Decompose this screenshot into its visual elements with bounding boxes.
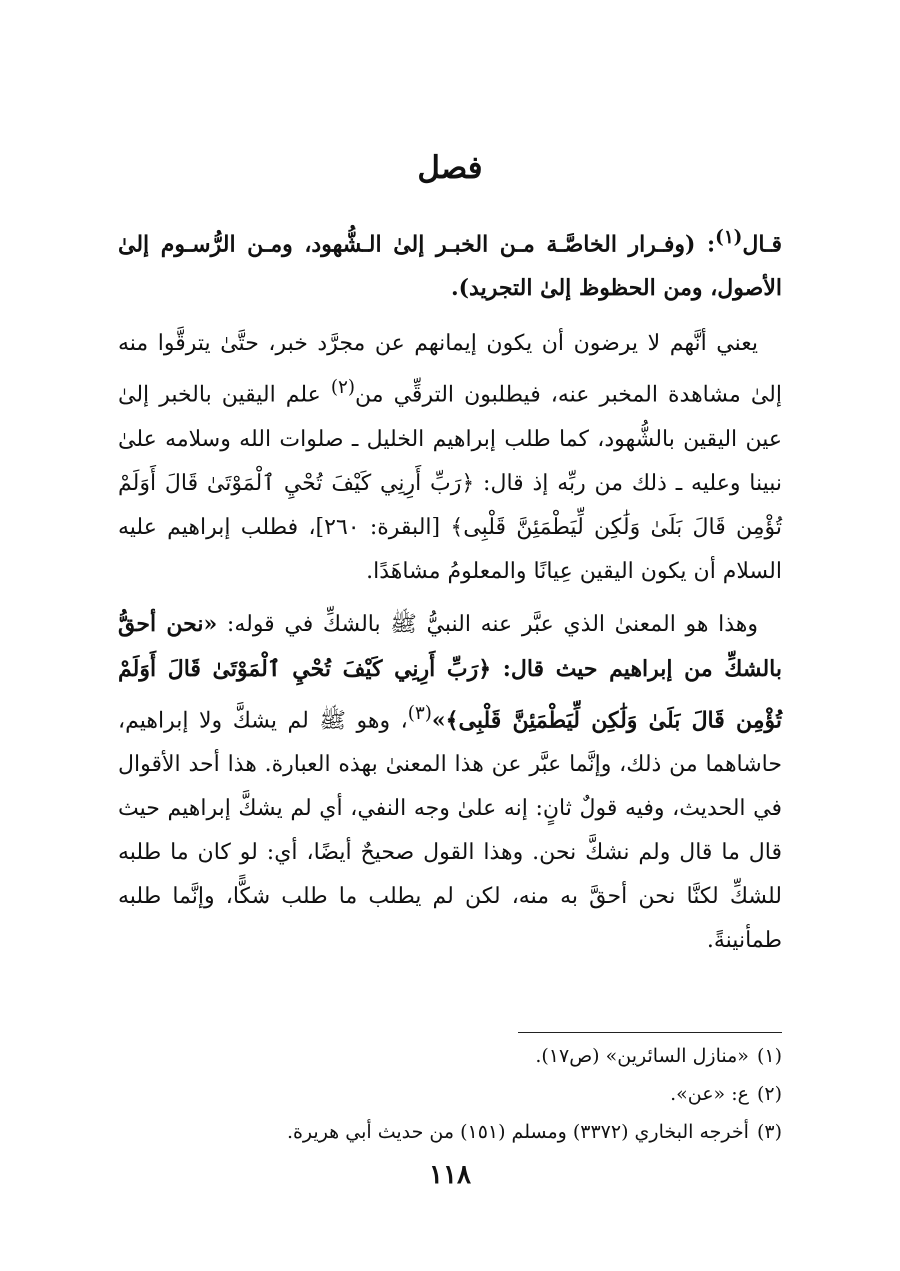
paragraph-1: [118, 322, 782, 593]
footnote-divider: [518, 1032, 782, 1033]
footnote-ref-3: (٣): [407, 702, 432, 724]
footnote-3: [118, 1113, 782, 1151]
footnote-ref-2: (٢): [330, 377, 356, 399]
hadith-quote: «نحن أحقُّ بالشكِّ من إبراهيم حيث قال: ﴿رَبِّ أَرِنِي كَيْفَ تُحْيِ ٱلْمَوْتَىٰ قَالَ أَوَلَمْ تُؤْمِن قَالَ بَلَىٰ وَلَٰكِن لِّيَطْمَئِنَّ قَلْبِى﴾»: [118, 610, 782, 733]
section-title: فصل: [417, 150, 483, 186]
paragraph-1-text-a: يعني أنَّهم لا يرضون أن يكون إيمانهم عن مجرَّد خبر، حتَّىٰ يترقَّوا منه إلىٰ مشاهدة المخبر عنه، فيطلبون الترقِّي من: [118, 331, 782, 408]
paragraph-1-text-b: علم اليقين بالخبر إلىٰ عين اليقين بالشُّهود، كما طلب إبراهيم الخليل ـ صلوات الله وسلامه علىٰ نبينا وعليه ـ ذلك من ربِّه إذ قال: ﴿رَبِّ أَرِنِي كَيْفَ تُحْيِ ٱلْمَوْتَىٰ قَالَ أَوَلَمْ تُؤْمِن قَالَ بَلَىٰ وَلَٰكِن لِّيَطْمَئِنَّ قَلْبِى﴾ [البقرة: ٢٦٠]، فطلب إبراهيم عليه السلام أن يكون اليقين عِيانًا والمعلومُ مشاهَدًا.: [118, 382, 783, 584]
paragraph-2: [118, 602, 782, 963]
lead-paragraph: [118, 216, 782, 310]
footnote-number: (٣): [756, 1121, 782, 1143]
footnote-number: (١): [756, 1045, 782, 1067]
paragraph-2-text-a: وهذا هو المعنىٰ الذي عبَّر عنه النبيُّ ﷺ بالشكِّ في قوله:: [217, 611, 759, 637]
main-text: [118, 216, 782, 971]
footnotes: [118, 1032, 782, 1151]
lead-speaker: قـال: [742, 231, 782, 258]
footnote-text: «منازل السائرين» (ص١٧).: [535, 1045, 749, 1067]
paragraph-2-text-b: ، وهو ﷺ لم يشكَّ ولا إبراهيم، حاشاهما من ذلك، وإنَّما عبَّر عن هذا المعنىٰ بهذه العبارة. هذا أحد الأقوال في الحديث، وفيه قولٌ ثانٍ: إنه علىٰ وجه النفي، أي لم يشكَّ إبراهيم حيث قال ما قال ولم نشكَّ نحن. وهذا القول صحيحٌ أيضًا، أي: لو كان ما طلبه للشكِّ لكنَّا نحن أحقَّ به منه، لكن لم يطلب ما طلب شكًّا، وإنَّما طلبه طمأنينةً.: [118, 707, 782, 953]
page-number: ١١٨: [429, 1160, 471, 1190]
footnote-number: (٢): [756, 1083, 782, 1105]
footnote-text: أخرجه البخاري (٣٣٧٢) ومسلم (١٥١) من حديث أبي هريرة.: [286, 1121, 749, 1143]
footnote-ref-1: (١): [715, 227, 743, 248]
footnote-2: [118, 1075, 782, 1113]
footnote-1: [118, 1037, 782, 1075]
lead-quote: : (وفـرار الخاصَّـة مـن الخبـر إلىٰ الـشُّهود، ومـن الرُّسـوم إلىٰ الأصول، ومن الحظوظ إلىٰ التجريد).: [118, 231, 782, 302]
footnote-text: ع: «عن».: [670, 1083, 749, 1105]
